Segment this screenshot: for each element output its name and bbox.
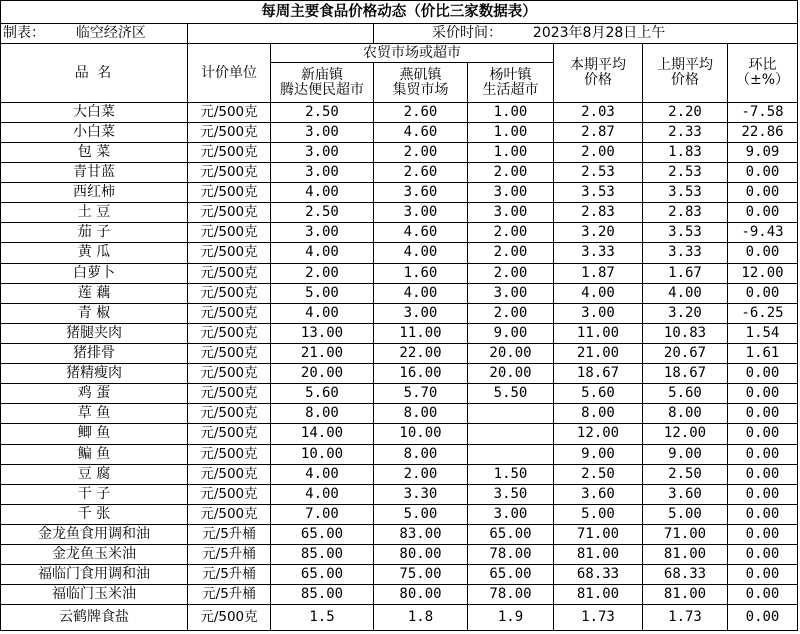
- header-market-1: 新庙镇 腾达便民超市: [271, 63, 374, 102]
- change-cell: 0.00: [728, 384, 798, 404]
- item-name-cell: 土 豆: [1, 203, 188, 223]
- item-name-cell: 猪排骨: [1, 343, 188, 363]
- market-3-price-cell: 1.00: [468, 122, 554, 142]
- unit-cell: 元/500克: [188, 444, 271, 464]
- date-cell: [374, 24, 798, 44]
- market-3-price-cell: 1.9: [468, 605, 554, 631]
- market-2-price-cell: 3.00: [374, 203, 468, 223]
- unit-cell: 元/500克: [188, 323, 271, 343]
- change-cell: 0.00: [728, 484, 798, 504]
- previous-avg-cell: 3.53: [643, 223, 728, 243]
- item-name-cell: 白萝卜: [1, 263, 188, 283]
- previous-avg-cell: 8.00: [643, 404, 728, 424]
- header-market-2: 燕矶镇 集贸市场: [374, 63, 468, 102]
- market-2-price-cell: 80.00: [374, 585, 468, 605]
- market-1-price-cell: 4.00: [271, 243, 374, 263]
- unit-cell: 元/5升桶: [188, 524, 271, 544]
- market-2-price-cell: 11.00: [374, 323, 468, 343]
- item-name-cell: 莲 藕: [1, 283, 188, 303]
- market-1-price-cell: 85.00: [271, 585, 374, 605]
- item-name-cell: 茄 子: [1, 223, 188, 243]
- market-1-price-cell: 7.00: [271, 504, 374, 524]
- previous-avg-cell: 5.00: [643, 504, 728, 524]
- market-3-price-cell: 20.00: [468, 343, 554, 363]
- current-avg-cell: 2.00: [554, 142, 643, 162]
- unit-cell: 元/500克: [188, 364, 271, 384]
- change-cell: 0.00: [728, 545, 798, 565]
- item-name-cell: 猪精瘦肉: [1, 364, 188, 384]
- market-3-price-cell: 3.00: [468, 504, 554, 524]
- market-1-price-cell: 4.00: [271, 464, 374, 484]
- previous-avg-cell: 71.00: [643, 524, 728, 544]
- market-3-price-cell: 2.00: [468, 303, 554, 323]
- change-cell: 0.00: [728, 605, 798, 631]
- unit-cell: 元/500克: [188, 343, 271, 363]
- market-2-price-cell: 1.8: [374, 605, 468, 631]
- previous-avg-cell: 2.53: [643, 162, 728, 182]
- market-1-price-cell: 14.00: [271, 424, 374, 444]
- maker-cell: [1, 24, 188, 44]
- unit-cell: 元/500克: [188, 504, 271, 524]
- change-cell: 0.00: [728, 524, 798, 544]
- market-2-price-cell: 1.60: [374, 263, 468, 283]
- item-name-cell: 西红柿: [1, 183, 188, 203]
- header-unit: 计价单位: [188, 44, 271, 102]
- market-3-price-cell: 3.50: [468, 484, 554, 504]
- market-3-price-cell: [468, 444, 554, 464]
- table-row: [1, 183, 798, 203]
- change-cell: 0.00: [728, 404, 798, 424]
- market-3-price-cell: 1.50: [468, 464, 554, 484]
- market-2-price-cell: 4.00: [374, 243, 468, 263]
- table-row: [1, 303, 798, 323]
- unit-cell: 元/500克: [188, 162, 271, 182]
- previous-avg-cell: 1.73: [643, 605, 728, 631]
- header-change: 环比 （±%）: [728, 44, 798, 102]
- change-cell: 9.09: [728, 142, 798, 162]
- market-1-price-cell: 65.00: [271, 565, 374, 585]
- previous-avg-cell: 1.83: [643, 142, 728, 162]
- market-1-price-cell: 4.00: [271, 484, 374, 504]
- item-name-cell: 猪腿夹肉: [1, 323, 188, 343]
- previous-avg-cell: 1.67: [643, 263, 728, 283]
- table-row: [1, 524, 798, 544]
- current-avg-cell: 12.00: [554, 424, 643, 444]
- market-1-price-cell: 65.00: [271, 524, 374, 544]
- current-avg-cell: 2.03: [554, 102, 643, 122]
- market-2-price-cell: 2.00: [374, 142, 468, 162]
- market-3-price-cell: 9.00: [468, 323, 554, 343]
- previous-avg-cell: 3.53: [643, 183, 728, 203]
- current-avg-cell: 8.00: [554, 404, 643, 424]
- unit-cell: 元/500克: [188, 142, 271, 162]
- previous-avg-cell: 10.83: [643, 323, 728, 343]
- table-row: [1, 283, 798, 303]
- previous-avg-cell: 2.33: [643, 122, 728, 142]
- market-3-price-cell: 2.00: [468, 223, 554, 243]
- market-1-price-cell: 4.00: [271, 303, 374, 323]
- market-2-price-cell: 4.60: [374, 223, 468, 243]
- unit-cell: 元/500克: [188, 605, 271, 631]
- market-2-price-cell: 3.30: [374, 484, 468, 504]
- unit-cell: 元/500克: [188, 203, 271, 223]
- date-label: 采价时间：: [432, 25, 502, 42]
- item-name-cell: 福临门玉米油: [1, 585, 188, 605]
- current-avg-cell: 5.00: [554, 504, 643, 524]
- table-row: [1, 323, 798, 343]
- current-avg-cell: 71.00: [554, 524, 643, 544]
- date-value: 2023年8月28日上午: [532, 25, 666, 42]
- change-cell: 0.00: [728, 565, 798, 585]
- market-3-price-cell: 78.00: [468, 545, 554, 565]
- item-name-cell: 鳊 鱼: [1, 444, 188, 464]
- unit-cell: 元/500克: [188, 243, 271, 263]
- table-row: [1, 565, 798, 585]
- table-row: [1, 464, 798, 484]
- current-avg-cell: 9.00: [554, 444, 643, 464]
- previous-avg-cell: 81.00: [643, 585, 728, 605]
- change-cell: 0.00: [728, 424, 798, 444]
- table-row: [1, 605, 798, 631]
- market-2-price-cell: 3.60: [374, 183, 468, 203]
- unit-cell: 元/500克: [188, 283, 271, 303]
- market-3-price-cell: 3.00: [468, 283, 554, 303]
- change-cell: 0.00: [728, 243, 798, 263]
- market-3-price-cell: 20.00: [468, 364, 554, 384]
- previous-avg-cell: 2.50: [643, 464, 728, 484]
- table-row: [1, 102, 798, 122]
- unit-cell: 元/500克: [188, 263, 271, 283]
- change-cell: 0.00: [728, 203, 798, 223]
- market-1-price-cell: 20.00: [271, 364, 374, 384]
- market-3-price-cell: 65.00: [468, 565, 554, 585]
- market-2-price-cell: 80.00: [374, 545, 468, 565]
- unit-cell: 元/500克: [188, 384, 271, 404]
- header-item: 品 名: [1, 44, 188, 102]
- item-name-cell: 福临门食用调和油: [1, 565, 188, 585]
- current-avg-cell: 11.00: [554, 323, 643, 343]
- market-3-price-cell: [468, 424, 554, 444]
- market-2-price-cell: 83.00: [374, 524, 468, 544]
- unit-cell: 元/500克: [188, 424, 271, 444]
- market-3-price-cell: 2.00: [468, 263, 554, 283]
- market-2-price-cell: 8.00: [374, 404, 468, 424]
- table-row: [1, 223, 798, 243]
- item-name-cell: 鸡 蛋: [1, 384, 188, 404]
- unit-cell: 元/500克: [188, 404, 271, 424]
- market-3-price-cell: 3.00: [468, 203, 554, 223]
- item-name-cell: 包 菜: [1, 142, 188, 162]
- previous-avg-cell: 3.60: [643, 484, 728, 504]
- market-2-price-cell: 10.00: [374, 424, 468, 444]
- market-3-price-cell: 2.00: [468, 162, 554, 182]
- current-avg-cell: 4.00: [554, 283, 643, 303]
- table-row: [1, 122, 798, 142]
- market-1-price-cell: 8.00: [271, 404, 374, 424]
- item-name-cell: 金龙鱼食用调和油: [1, 524, 188, 544]
- change-cell: 0.00: [728, 183, 798, 203]
- unit-cell: 元/5升桶: [188, 565, 271, 585]
- table-row: [1, 424, 798, 444]
- market-1-price-cell: 10.00: [271, 444, 374, 464]
- change-cell: 0.00: [728, 585, 798, 605]
- maker-value: 临空经济区: [75, 25, 146, 42]
- unit-cell: 元/500克: [188, 303, 271, 323]
- item-name-cell: 大白菜: [1, 102, 188, 122]
- market-1-price-cell: 3.00: [271, 142, 374, 162]
- market-3-price-cell: [468, 404, 554, 424]
- current-avg-cell: 5.60: [554, 384, 643, 404]
- table-row: [1, 263, 798, 283]
- current-avg-cell: 18.67: [554, 364, 643, 384]
- current-avg-cell: 3.20: [554, 223, 643, 243]
- change-cell: 0.00: [728, 283, 798, 303]
- item-name-cell: 小白菜: [1, 122, 188, 142]
- market-1-price-cell: 3.00: [271, 162, 374, 182]
- market-1-price-cell: 4.00: [271, 183, 374, 203]
- change-cell: 0.00: [728, 504, 798, 524]
- item-name-cell: 青甘蓝: [1, 162, 188, 182]
- current-avg-cell: 1.87: [554, 263, 643, 283]
- table-body: [1, 102, 798, 630]
- change-cell: 12.00: [728, 263, 798, 283]
- market-3-price-cell: 1.00: [468, 102, 554, 122]
- change-cell: 0.00: [728, 364, 798, 384]
- unit-cell: 元/5升桶: [188, 545, 271, 565]
- market-3-price-cell: 5.50: [468, 384, 554, 404]
- market-2-price-cell: 5.70: [374, 384, 468, 404]
- table-title: 每周主要食品价格动态（价比三家数据表）: [1, 1, 798, 24]
- market-2-price-cell: 75.00: [374, 565, 468, 585]
- change-cell: -9.43: [728, 223, 798, 243]
- change-cell: -6.25: [728, 303, 798, 323]
- current-avg-cell: 2.83: [554, 203, 643, 223]
- previous-avg-cell: 4.00: [643, 283, 728, 303]
- table-row: [1, 404, 798, 424]
- item-name-cell: 千 张: [1, 504, 188, 524]
- item-name-cell: 云鹤牌食盐: [1, 605, 188, 631]
- market-2-price-cell: 22.00: [374, 343, 468, 363]
- previous-avg-cell: 18.67: [643, 364, 728, 384]
- item-name-cell: 豆 腐: [1, 464, 188, 484]
- market-1-price-cell: 2.00: [271, 263, 374, 283]
- change-cell: 0.00: [728, 464, 798, 484]
- market-2-price-cell: 3.00: [374, 303, 468, 323]
- current-avg-cell: 68.33: [554, 565, 643, 585]
- info-row: [1, 24, 798, 44]
- market-1-price-cell: 21.00: [271, 343, 374, 363]
- unit-cell: 元/500克: [188, 223, 271, 243]
- market-2-price-cell: 4.60: [374, 122, 468, 142]
- current-avg-cell: 2.87: [554, 122, 643, 142]
- previous-avg-cell: 5.60: [643, 384, 728, 404]
- item-name-cell: 草 鱼: [1, 404, 188, 424]
- previous-avg-cell: 9.00: [643, 444, 728, 464]
- market-1-price-cell: 3.00: [271, 223, 374, 243]
- market-2-price-cell: 8.00: [374, 444, 468, 464]
- market-2-price-cell: 16.00: [374, 364, 468, 384]
- previous-avg-cell: 20.67: [643, 343, 728, 363]
- market-3-price-cell: 3.00: [468, 183, 554, 203]
- previous-avg-cell: 3.33: [643, 243, 728, 263]
- current-avg-cell: 2.50: [554, 464, 643, 484]
- market-1-price-cell: 2.50: [271, 102, 374, 122]
- header-market-3: 杨叶镇 生活超市: [468, 63, 554, 102]
- market-2-price-cell: 4.00: [374, 283, 468, 303]
- market-2-price-cell: 2.60: [374, 162, 468, 182]
- current-avg-cell: 21.00: [554, 343, 643, 363]
- item-name-cell: 干 子: [1, 484, 188, 504]
- header-previous-avg: 上期平均 价格: [643, 44, 728, 102]
- table-row: [1, 384, 798, 404]
- unit-cell: 元/500克: [188, 122, 271, 142]
- unit-cell: 元/500克: [188, 183, 271, 203]
- market-1-price-cell: 3.00: [271, 122, 374, 142]
- table-row: [1, 484, 798, 504]
- previous-avg-cell: 68.33: [643, 565, 728, 585]
- current-avg-cell: 81.00: [554, 585, 643, 605]
- previous-avg-cell: 2.20: [643, 102, 728, 122]
- market-2-price-cell: 2.00: [374, 464, 468, 484]
- item-name-cell: 青 椒: [1, 303, 188, 323]
- table-row: [1, 243, 798, 263]
- table-row: [1, 545, 798, 565]
- current-avg-cell: 3.60: [554, 484, 643, 504]
- unit-cell: 元/5升桶: [188, 585, 271, 605]
- table-row: [1, 203, 798, 223]
- change-cell: 1.54: [728, 323, 798, 343]
- current-avg-cell: 81.00: [554, 545, 643, 565]
- previous-avg-cell: 2.83: [643, 203, 728, 223]
- table-row: [1, 504, 798, 524]
- market-2-price-cell: 5.00: [374, 504, 468, 524]
- header-current-avg: 本期平均 价格: [554, 44, 643, 102]
- item-name-cell: 鲫 鱼: [1, 424, 188, 444]
- unit-cell: 元/500克: [188, 484, 271, 504]
- market-1-price-cell: 13.00: [271, 323, 374, 343]
- table-row: [1, 364, 798, 384]
- title-row: [1, 1, 798, 24]
- table-row: [1, 162, 798, 182]
- table-row: [1, 585, 798, 605]
- current-avg-cell: 3.53: [554, 183, 643, 203]
- market-3-price-cell: 78.00: [468, 585, 554, 605]
- header-row-1: [1, 44, 798, 63]
- item-name-cell: 金龙鱼玉米油: [1, 545, 188, 565]
- market-1-price-cell: 1.5: [271, 605, 374, 631]
- table-row: [1, 142, 798, 162]
- market-1-price-cell: 85.00: [271, 545, 374, 565]
- table-row: [1, 444, 798, 464]
- previous-avg-cell: 81.00: [643, 545, 728, 565]
- maker-label: 制表：: [3, 25, 45, 42]
- change-cell: 22.86: [728, 122, 798, 142]
- market-3-price-cell: 2.00: [468, 243, 554, 263]
- market-3-price-cell: 65.00: [468, 524, 554, 544]
- market-1-price-cell: 5.60: [271, 384, 374, 404]
- change-cell: 1.61: [728, 343, 798, 363]
- previous-avg-cell: 12.00: [643, 424, 728, 444]
- change-cell: -7.58: [728, 102, 798, 122]
- change-cell: 0.00: [728, 444, 798, 464]
- current-avg-cell: 2.53: [554, 162, 643, 182]
- current-avg-cell: 3.33: [554, 243, 643, 263]
- unit-cell: 元/500克: [188, 102, 271, 122]
- market-1-price-cell: 2.50: [271, 203, 374, 223]
- table-row: [1, 343, 798, 363]
- market-2-price-cell: 2.60: [374, 102, 468, 122]
- header-market-group: 农贸市场或超市: [271, 44, 554, 63]
- unit-cell: 元/500克: [188, 464, 271, 484]
- current-avg-cell: 1.73: [554, 605, 643, 631]
- item-name-cell: 黄 瓜: [1, 243, 188, 263]
- market-1-price-cell: 5.00: [271, 283, 374, 303]
- current-avg-cell: 3.00: [554, 303, 643, 323]
- previous-avg-cell: 3.20: [643, 303, 728, 323]
- change-cell: 0.00: [728, 162, 798, 182]
- market-3-price-cell: 1.00: [468, 142, 554, 162]
